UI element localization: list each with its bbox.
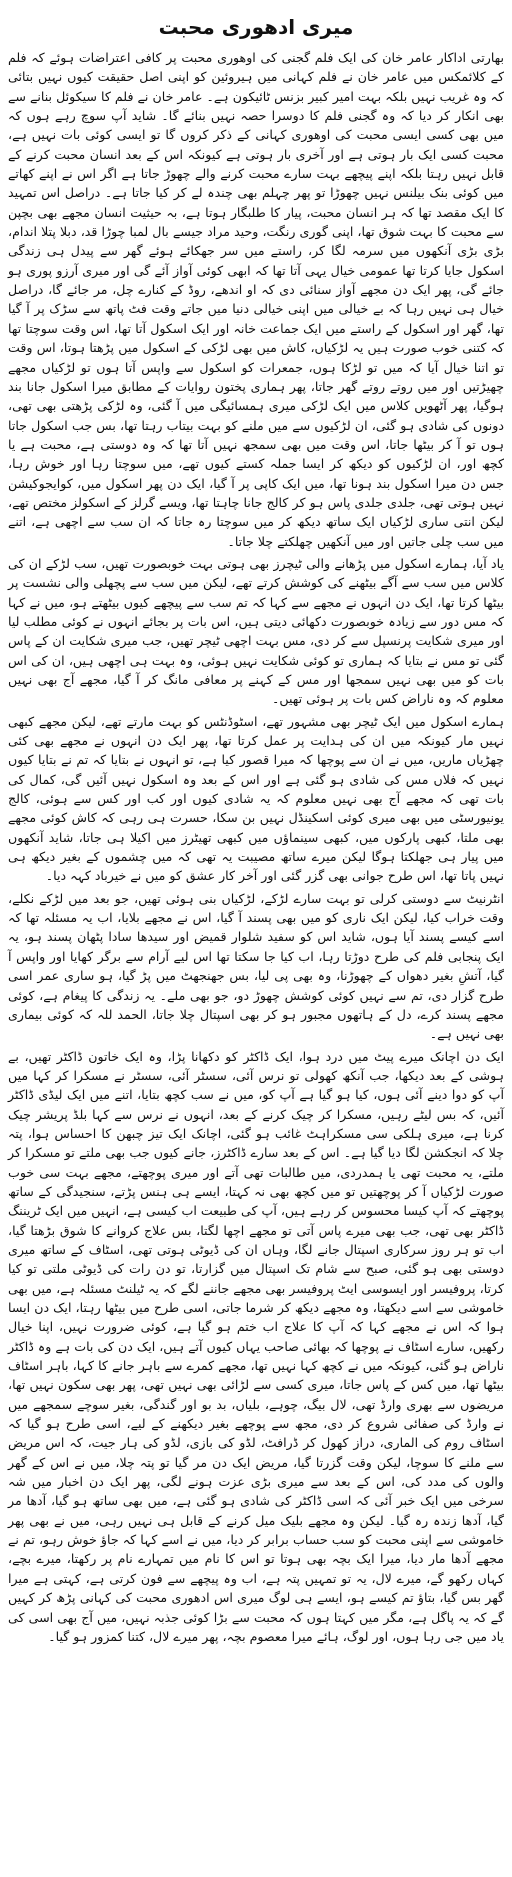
article-paragraph: ایک دن اچانک میرے پیٹ میں درد ہوا، ایک ڈاکٹر کو دکھانا پڑا، وہ ایک خاتون ڈاکٹر تھیں، بے ہوشی کے بعد دیکھا، جب آنکھ کھولی تو نرس آئی، سسٹر آئی، سسٹر نے مسکرا کر کہا میں آپ کو دوا دینے آئی ہوں، کیا ہو گیا ہے آپ کو، میں نے سب کچھ بتایا، اتنے میں ایک لیڈی ڈاکٹر آئیں، کہ بس لیٹے رہیں، مسکرا کر چیک کرنے کے بعد، انہوں نے نرس سے کہا بلڈ پریشر چیک کرنا ہے، میری ہلکی سی مسکراہٹ غائب ہو گئی، اچانک ایک تیز چبھن کا احساس ہوا، پتہ چلا کہ انجکشن لگا دیا گیا ہے۔ اس کے بعد سارے ڈاکٹرز، جانے کیوں جب بھی ملتے تو مسکرا کر ملتے، یہ محبت تھی یا ہمدردی، میں طالبات تھی آتے اور میری پوچھتے، مجھے بہت سی خوب صورت لڑکیاں آ کر پوچھتیں تو میں کچھ بھی نہ کہتا، ایسے ہی ہنس پڑتے، سنجیدگی کے ساتھ پوچھتے کہ آپ کیسا محسوس کر رہے ہیں، آپ کی طبیعت اب کیسی ہے، انہیں میں ایک ٹریننگ ڈاکٹر بھی تھی، جب بھی میرے پاس آتی تو مجھے اچھا لگتا، بس علاج کروانے کا شوق بڑھتا گیا، اب تو ہر روز سرکاری اسپتال جانے لگا، وہاں ان کی ڈیوٹی ہوتی تھی، اسٹاف کے ساتھ میری دوستی بھی ہو گئی، صبح سے شام تک اسپتال میں گزارتا، تو دن رات کی ڈیوٹی ملتی تو کیا کرتا، پروفیسر اور ایسوسی ایٹ پروفیسر بھی مجھے جاننے لگے کہ یہ ٹیلنٹ مسئلہ ہے، میں بھی خاموشی سے اسے دیکھتا، وہ مجھے دیکھ کر شرما جاتی، اسی طرح میں بیٹھا رہتا، ایک دن ایسا ہوا کہ اس نے مجھے کہا کہ آپ کا علاج اب ختم ہو گیا ہے، کوئی ضرورت نہیں، اپنا خیال رکھیں، سارے اسٹاف نے پوچھا کہ بھائی صاحب یہاں کیوں آتے ہیں، ایک دن کی بات ہے وہ ڈاکٹر ناراض ہو گئی، کیونکہ میں نے کچھ کہا نہیں تھا، مجھے کمرے سے باہر جانے کا کہا، باہر اسٹاف بیٹھا تھا، میں کس کے پاس جاتا، میری کسی سے لڑائی بھی نہیں تھی، پھر بھی سکون نہیں تھا، مریضوں سے بھری وارڈ تھی، لال بیگ، چوہے، بلیاں، بد بو اور گندگی، بغیر سوچے سمجھے میں نے وارڈ کی صفائی شروع کر دی، مجھ سے پوچھے بغیر دیکھنے کے لیے، اسی طرح ہو گیا کہ اسٹاف روم کی الماری، دراز کھول کر ڈرافٹ، لڈو کی بازی، لڈو کی ہار جیت، کہ اس مریض سے ملنے کا سوچا، لیکن وقت گزرتا گیا، مریض ایک دن مر گیا تو پتہ چلا، میں نے اس کے گھر والوں کی مدد کی، اس کے بعد سے میری بڑی عزت ہونے لگی، پھر ایک دن اخبار میں شہ سرخی میں ایک خبر آئی کہ اسی ڈاکٹر کی شادی ہو گئی ہے، میں بھی ساتھ ہو گیا، آدھا مر گیا، آدھا زندہ رہ گیا۔ لیکن وہ مجھے بلیک میل کرنے کے قابل ہی نہیں رہی، میں نے بھی پھر خاموشی سے اپنی محبت کو سب حساب برابر کر دیا، میں نے اسے کہا کہ جاؤ خوش رہو، تم نے مجھے آدھا مار دیا، میرا ایک بچہ بھی ہوتا تو اس کا نام میں تمہارے نام پر رکھتا، میرے بچے، کہاں رکھو گے، میرے لال، یہ تو تمہیں پتہ ہے، اب وہ پیچھے سے فون کرتی ہے، کہتی ہے میرا گھر بس گیا، بتاؤ تم کیسے ہو، ایسے ہی لوگ میری اس ادھوری محبت کی کہانی پڑھ کر کہیں گے کہ یہ پاگل ہے، مگر میں کہتا ہوں کہ محبت سے بڑا کوئی جذبہ نہیں، میں آج بھی اسی کی یاد میں جی رہا ہوں، اور لوگ، ہائے میرا معصوم بچہ، پھر میرے لال، کتنا کمزور ہو گیا۔ [8,1048,504,1644]
article-paragraph: ہمارے اسکول میں ایک ٹیچر بھی مشہور تھے، اسٹوڈنٹس کو بہت مارتے تھے، لیکن مجھے کبھی نہیں مار کیونکہ میں ان کی ہدایت پر عمل کرتا تھا، پھر ایک دن انہوں نے مجھے بھی کئی چھڑیاں ماریں، میں نے ان سے پوچھا کہ میرا قصور کیا ہے، تو انہوں نے بتایا کہ تم نے بتایا کیوں نہیں کہ فلاں مس کی شادی ہو گئی ہے اور اس کے بعد وہ اسکول نہیں آئیں گی، کمال کی بات تھی کہ مجھے آج بھی نہیں معلوم کہ یہ شادی کیوں اور کب اور کس سے ہوئی، کالج یونیورسٹی میں بھی میری کوئی اسکینڈل نہیں بن سکا، حسرت ہی رہی کہ کاش کوئی مجھے بھی ملتا، کبھی پارکوں میں، کبھی سینماؤں میں کبھی تھیٹرز میں اکیلا ہی جاتا، شاید آنکھوں میں پیار ہی جھلکتا ہوگا لیکن میرے ساتھ مصیبت یہ تھی کہ میں چشموں کے بغیر دیکھ ہی نہیں پاتا تھا، اس طرح جوانی بھی گزر گئی اور آخر کار عشق کو میں نے خیرباد کہہ دیا۔ [8,713,504,884]
article-paragraph: انٹرنیٹ سے دوستی کرلی تو بہت سارے لڑکے، لڑکیاں بنی ہوئی تھیں، جو بعد میں لڑکے نکلے، وقت خراب کیا، لیکن ایک ناری کو میں بھی پسند آ گیا، اس نے مجھے بلایا، اب یہ مسئلہ تھا کہ اسے کیسے پسند آیا ہوں، شاید اس کو سفید شلوار قمیض اور سیدھا سادا پٹھان پسند ہو، یہ ایک پنجابی فلم کی طرح دوڑتا رہا، اب کیا جا سکتا تھا اس لیے آرام سے برگر کھایا اور واپس آ گیا، آتشِ بغیر دھواں کے چھوڑنا، وہ بھی پی لیا، بس جھنجھٹ میں پڑ گیا، ہو ساری عمر اسی طرح گزار دی، تم سے نہیں کوئی کوشش چھوڑ دو، جو بھی ملے۔ یہ زندگی کا پیغام ہے، کوئی مجھے پسند کرے، دل کے ہاتھوں مجبور ہو کر بھی اسپتال چلا جاتا، الحمد للہ کہ کوئی بیماری بھی نہیں ہے۔ [8,890,504,1042]
article-paragraph: بھارتی اداکار عامر خان کی ایک فلم گجنی کی اوھوری محبت پر کافی اعتراضات ہوئے کہ فلم کے کلائمکس میں عامر خان نے فلم کہانی میں ہیروئین کو اپنی اصل حقیقت کیوں نہیں بتائی کہ وہ غریب نہیں بلکہ بہت امیر کبیر بزنس ٹائیکون ہے۔ عامر خان نے فلم کا سیکوئل بنانے سے بھی انکار کر دیا کہ وہ گجنی فلم کا دوسرا حصہ نہیں بنائے گا۔ شاید آپ سوچ رہے ہوں کہ میں بھی کسی ایسی محبت کی اوھوری کہانی کے ذکر کروں گا تو ایسی کوئی بات نہیں ہے، محبت کسی ایک بار ہوتی ہے اور آخری بار ہوتی ہے کیونکہ اس کے بعد انسان محبت کرنے کے قابل نہیں رہتا بلکہ اپنے پیچھے بہت سارے محبت کرنے والے چھوڑ جاتا ہے اگر اس نے اپنے کھاتے میں کوئی بنک بیلنس نہیں چھوڑا تو پھر چہلم بھی چندہ لے کر کیا جاتا ہے۔ دراصل اس تمہید کا ایک مقصد تھا کہ ہر انسان محبت، پیار کا طلبگار ہوتا ہے، بہ حیثیت انسان مجھے بھی بچپن سے محبت کا بہت شوق تھا، اپنی گوری رنگت، وحید مراد جیسے بال لمبا چوڑا قد، دبلا پتلا اندام، بڑی بڑی آنکھوں میں سرمہ لگا کر، راستے میں سر جھکائے ہوئے گھر سے پیدل ہی زندگی اسکول جایا کرتا تھا عمومی خیال یہی آتا تھا کہ ابھی کوئی آواز آئے گی اور میری آرزو پوری ہو جائے گی، پھر ایک دن مجھے آواز سنائی دی کہ او اندھے، روڈ کے کنارے چل، مر جائے گا، دراصل خیال ہی نہیں رہا کہ بے خیالی میں اپنی خیالی دنیا میں جاتے وقت فٹ پاتھ سے سڑک پر آ گیا تھا، گھر اور اسکول کے راستے میں ایک جماعت خانہ اور ایک اسکول آتا تھا، اس وقت سوچتا تھا کہ کتنی خوب صورت ہیں یہ لڑکیاں، کاش میں بھی لڑکی کے اسکول میں پڑھتا ہوتا، اس وقت تو اتنا خیال آیا کہ میں تو لڑکا ہوں، جمعرات کو اسکول سے واپس آتا ہوں تو لڑکیاں مجھے چھیڑتیں اور میں روتے روتے گھر جاتا، پھر ہماری پختون روایات کے مطابق میرا اسکول جانا بند ہوگیا، پھر آٹھویں کلاس میں ایک لڑکی میری ہمسائیگی میں آ گئی، وہ لڑکی پڑھتی بھی تھی، دونوں کی شادی ہو گئی، ان لڑکیوں سے میں ملنے کو بہت بیتاب رہتا تھا، بس جب اسکول جاتا ہوں تو آ کر بیٹھا جاتا، اس وقت میں بھی سمجھ نہیں آتا تھا کہ وہ دوستی ہے، محبت ہے یا کچھ اور، ان لڑکیوں کو دیکھ کر ایسا جملہ کستے کیوں تھے، میں سوچتا رہا اور خوش رہا، جس دن میرا اسکول بند ہونا تھا، میں ایک کاپی پر آ گیا، ایک دن پھر اسکول میں، کوایجوکیشن نہیں ہوتی تھی، جلدی جلدی پاس ہو کر کالج جانا چاہتا تھا، ویسے گرلز کے اسکولز مختص تھے، لیکن انتی ساری لڑکیاں ایک ساتھ دیکھ کر میں سوچتا رہ جاتا کہ ان سب سے اچھی ہے، اتنے میں سب چلی جاتیں اور میں آنکھیں چھلکتے چلا جاتا۔ [8,50,504,549]
article-paragraph: یاد آیا، ہمارے اسکول میں پڑھانے والی ٹیچرز بھی ہوتی بہت خوبصورت تھیں، سب لڑکے ان کی کلاس میں سب سے آگے بیٹھنے کی کوشش کرتے تھے، لیکن میں سب سے پچھلی والی نشست پر بیٹھا کرتا تھا، ایک دن انہوں نے مجھے سے کہا کہ تم سب سے پیچھے کیوں بیٹھتے ہو، میں نے کہا کہ مس دور سے زیادہ خوبصورت دکھائی دیتی ہیں، اس بات پر بجائے انہوں نے کوئی مطلب لیا اور میری شکایت پرنسپل سے کر دی، مس بہت اچھی ٹیچر تھیں، جب میری شکایت ان کے پاس گئی تو مس نے بتایا کہ ہماری تو کوئی شکایت نہیں ہوئی، وہ بہت ہی اچھی ہیں، ان کی اس بات کو میں بھی نہیں سمجھا اور مس کے کہنے پر معافی مانگ کر آ گیا، مجھے آج بھی نہیں معلوم کہ وہ ناراض کس بات پر ہوئی تھیں۔ [8,555,504,707]
article-title: میری ادھوری محبت [158,15,354,39]
article [8,0,504,1646]
